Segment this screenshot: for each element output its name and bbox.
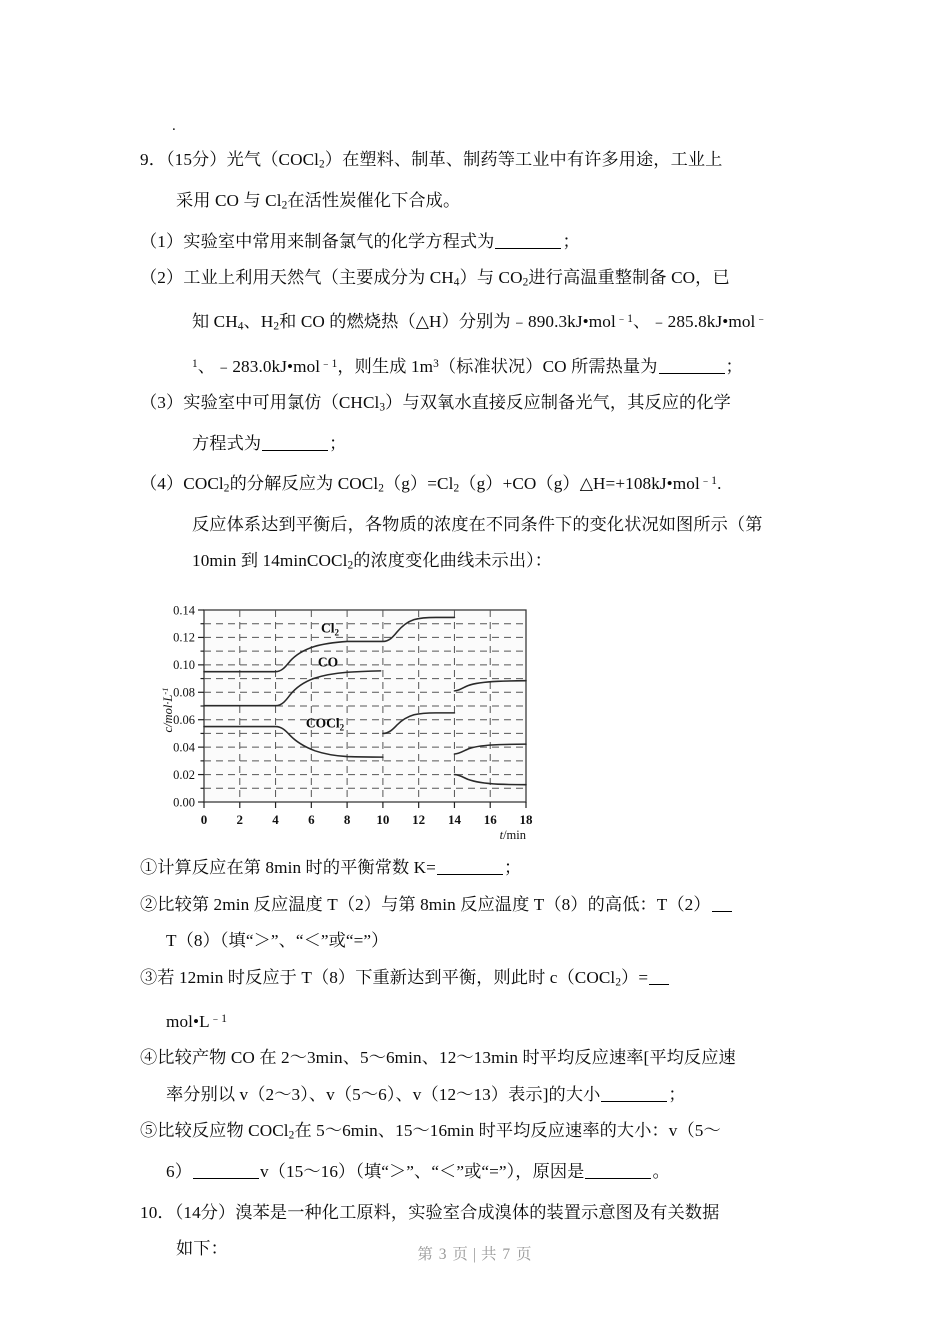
item-4-line1-a: COCl: [183, 473, 224, 493]
item-2-line3-sup: 1: [192, 357, 198, 370]
question-9-stem: [140, 142, 830, 224]
question-10-number: 10．: [140, 1202, 175, 1222]
circled-3-marker: ③: [140, 967, 158, 987]
circled-4-tail: ；: [668, 1084, 686, 1104]
footer-separator: |: [472, 1246, 478, 1263]
item-4-line3: [166, 543, 830, 584]
item-2-line1-sub2: 2: [522, 276, 529, 289]
question-9-circled-4: [140, 1040, 830, 1113]
question-9-stem-line2-a: 采用 CO 与 Cl: [176, 190, 282, 210]
item-4-line1-sub3: 2: [453, 482, 460, 495]
circled-3-line2-sup: ﹣1: [209, 1012, 227, 1025]
item-2-line1-c: 进行高温重整制备 CO，已: [528, 268, 730, 288]
item-2-line2-sub1: 4: [237, 321, 244, 334]
circled-2-answer-blank[interactable]: [712, 894, 732, 911]
circled-3-line1-sub: 2: [615, 976, 622, 989]
item-3-answer-blank[interactable]: [262, 434, 328, 451]
item-2-line2-sup2: ﹣: [755, 313, 767, 326]
circled-4-line2-a: 率分别以 v（2～3）、v（5～6）、v（12～13）表示]的大小: [166, 1084, 601, 1104]
item-4-line1-sub2: 2: [378, 482, 384, 495]
footer-current-page: 第 3 页: [417, 1246, 469, 1263]
circled-5-line2-a: 6）: [166, 1162, 192, 1182]
series-label-co: CO: [317, 654, 339, 670]
circled-5-tail: 。: [652, 1162, 670, 1182]
item-2-line2-a: 知 CH: [192, 312, 238, 332]
y-tick-label-7: 0.14: [173, 603, 195, 618]
item-3-line1-b: ）与双氧水直接反应制备光气，其反应的化学: [385, 393, 731, 413]
item-2-line3-b: ，则生成 1m: [337, 356, 434, 376]
circled-4-answer-blank[interactable]: [601, 1084, 667, 1101]
circled-3-line2: [140, 1001, 830, 1041]
y-tick-label-3: 0.06: [173, 713, 195, 728]
x-tick-label-8: 8: [343, 812, 351, 828]
circled-5-line2: [140, 1154, 830, 1191]
chart-container: [158, 592, 558, 844]
question-9-stem-line2: [140, 183, 830, 224]
circled-1-answer-blank[interactable]: [437, 858, 503, 875]
item-1-text: 实验室中常用来制备氯气的化学方程式为: [183, 231, 495, 251]
item-3-line1-a: 实验室中可用氯仿（CHCl: [183, 393, 380, 413]
item-2-line3-c: （标准状况）CO 所需热量为: [438, 356, 658, 376]
item-2-line1-a: 工业上利用天然气（主要成分为 CH: [183, 268, 454, 288]
circled-5-line1-b: 在 5～6min、15～16min 时平均反应速率的大小：v（5～: [294, 1121, 721, 1141]
circled-1-text: 计算反应在第 8min 时的平衡常数 K=: [157, 858, 436, 878]
y-tick-label-1: 0.02: [173, 768, 195, 783]
circled-3-answer-blank[interactable]: [649, 967, 669, 984]
question-9-number: 9．: [140, 150, 166, 169]
x-tick-label-16: 16: [483, 812, 497, 828]
x-tick-label-18: 18: [519, 812, 533, 828]
question-10-line2: 如下：: [176, 1239, 228, 1259]
circled-2-marker: ②: [140, 894, 158, 914]
item-4-line3-sub: 2: [347, 559, 354, 572]
item-2-line1-sub1: 4: [453, 276, 460, 289]
x-tick-label-14: 14: [447, 812, 461, 828]
item-2-line3-tail: ；: [725, 356, 743, 376]
item-4-label: （4）: [140, 473, 184, 493]
circled-1-marker: ①: [140, 858, 158, 878]
item-2-line2-b: 、H: [243, 312, 274, 332]
item-2-line1-b: ）与 CO: [459, 268, 523, 288]
item-3-line1-sub: 3: [379, 401, 386, 414]
item-1-tail: ；: [562, 231, 580, 251]
question-10-line1: 溴苯是一种化工原料，实验室合成溴体的装置示意图及有关数据: [235, 1202, 720, 1222]
circled-4-line1: 比较产物 CO 在 2～3min、5～6min、12～13min 时平均反应速率[平均反应速: [157, 1048, 736, 1068]
concentration-time-figure: [140, 592, 830, 844]
y-tick-label-2: 0.04: [173, 740, 195, 755]
item-2-line3: [166, 346, 830, 386]
circled-5-line2-b: v（15～16）（填“＞”、“＜”或“=”），原因是: [259, 1162, 585, 1182]
x-tick-label-2: 2: [236, 812, 244, 828]
x-tick-label-6: 6: [308, 812, 315, 828]
question-9-circled-5: [140, 1113, 830, 1190]
circled-2-line2: T（8）（填“＞”、“＜”或“=”）: [166, 931, 389, 951]
item-1-answer-blank[interactable]: [495, 232, 561, 249]
item-3-label: （3）: [140, 393, 184, 413]
x-tick-label-4: 4: [272, 812, 279, 828]
question-9-stem-sub1: 2: [319, 158, 325, 171]
circled-5-answer-blank-2[interactable]: [585, 1162, 651, 1179]
item-3-line2-tail: ；: [329, 434, 347, 454]
item-2-line3-sup2: ﹣1: [320, 357, 338, 370]
x-tick-label-12: 12: [412, 812, 426, 828]
item-4-line1-sup: ﹣1: [699, 474, 718, 487]
question-9-circled-2: [140, 887, 830, 960]
circled-5-marker: ⑤: [140, 1121, 158, 1141]
series-label-cocl2: COCl$_2$: [305, 715, 345, 733]
circled-2-line1: 比较第 2min 反应温度 T（2）与第 8min 反应温度 T（8）的高低：T（2）: [157, 894, 711, 914]
circled-1-tail: ；: [503, 858, 522, 878]
y-axis-title: $c/mol\cdot L^{-1}$: [160, 687, 175, 733]
item-2-line2-c: 和 CO 的燃烧热（△H）分别为﹣890.3kJ•mol: [279, 312, 616, 332]
question-9-stem-line2-b: 在活性炭催化下合成。: [287, 190, 461, 210]
page-content: [140, 118, 830, 1268]
item-2-label: （2）: [140, 268, 184, 288]
item-4-line2: 反应体系达到平衡后，各物质的浓度在不同条件下的变化状况如图所示（第: [192, 514, 763, 534]
y-tick-label-4: 0.08: [173, 685, 195, 700]
y-tick-label-0: 0.00: [173, 795, 195, 810]
circled-3-line1-b: ）=: [621, 967, 649, 987]
x-axis-title: t/min: [499, 828, 526, 843]
x-tick-label-0: 0: [200, 812, 208, 828]
item-3-line2-a: 方程式为: [192, 434, 262, 454]
x-axis: [201, 802, 533, 842]
question-9-item-2: [140, 260, 830, 385]
item-4-line3-a: 10min 到 14minCOCl: [192, 551, 348, 571]
series-label-cl2: $Cl_2$: [321, 620, 339, 638]
x-tick-label-10: 10: [376, 812, 390, 828]
question-9-score: （15分）: [165, 150, 227, 169]
question-9-stem-line2-sub: 2: [281, 199, 288, 212]
question-9-circled-3: [140, 960, 830, 1041]
circled-4-line2: [140, 1077, 830, 1114]
circled-5-line1-sub: 2: [288, 1129, 295, 1142]
item-2-line2-d: 、﹣285.8kJ•mol: [633, 312, 756, 332]
y-axis: [160, 603, 204, 809]
item-2-line2: [166, 301, 830, 345]
item-4-line1-sub1: 2: [223, 482, 230, 495]
circled-3-line2-a: mol•L: [166, 1011, 210, 1031]
item-4-line1-e: .: [717, 473, 722, 493]
footer-total-pages: 共 7 页: [481, 1246, 533, 1263]
item-1-label: （1）: [140, 231, 184, 251]
stray-mark: .: [172, 118, 176, 134]
item-2-line3-a: 、﹣283.0kJ•mol: [197, 356, 321, 376]
y-tick-label-6: 0.12: [173, 630, 195, 645]
item-3-line2: [166, 426, 830, 463]
circled-5-answer-blank-1[interactable]: [193, 1162, 259, 1179]
circled-4-marker: ④: [140, 1048, 158, 1068]
question-9-item-1: [140, 224, 830, 261]
circled-3-line1-a: 若 12min 时反应于 T（8）下重新达到平衡，则此时 c（COCl: [157, 967, 616, 987]
y-tick-label-5: 0.10: [173, 658, 195, 673]
item-2-answer-blank[interactable]: [659, 356, 725, 373]
item-2-line3-sup3: 3: [433, 357, 439, 370]
question-9-circled-1: [140, 850, 830, 887]
item-2-line2-sup1: ﹣1: [615, 313, 634, 326]
question-9-stem-b: ）在塑料、制革、制药等工业中有许多用途，工业上: [324, 150, 723, 169]
page-footer: [0, 1242, 950, 1264]
item-2-line2-sub2: 2: [273, 321, 280, 334]
question-10-score: （14分）: [174, 1202, 236, 1222]
item-4-line3-b: 的浓度变化曲线未示出）：: [353, 551, 553, 571]
item-4-line1-b: 的分解反应为 COCl: [229, 473, 379, 493]
item-4-line1-d: （g）+CO（g）△H=+108kJ•mol: [459, 473, 700, 493]
chart-plot-area: [160, 603, 533, 842]
item-4-line1-c: （g）=Cl: [384, 473, 454, 493]
concentration-chart: [158, 592, 558, 844]
circled-5-line1-a: 比较反应物 COCl: [157, 1121, 289, 1141]
question-9-stem-a: 光气（COCl: [226, 150, 320, 169]
question-9-item-3: [140, 385, 830, 462]
question-9-item-4: [140, 463, 830, 585]
